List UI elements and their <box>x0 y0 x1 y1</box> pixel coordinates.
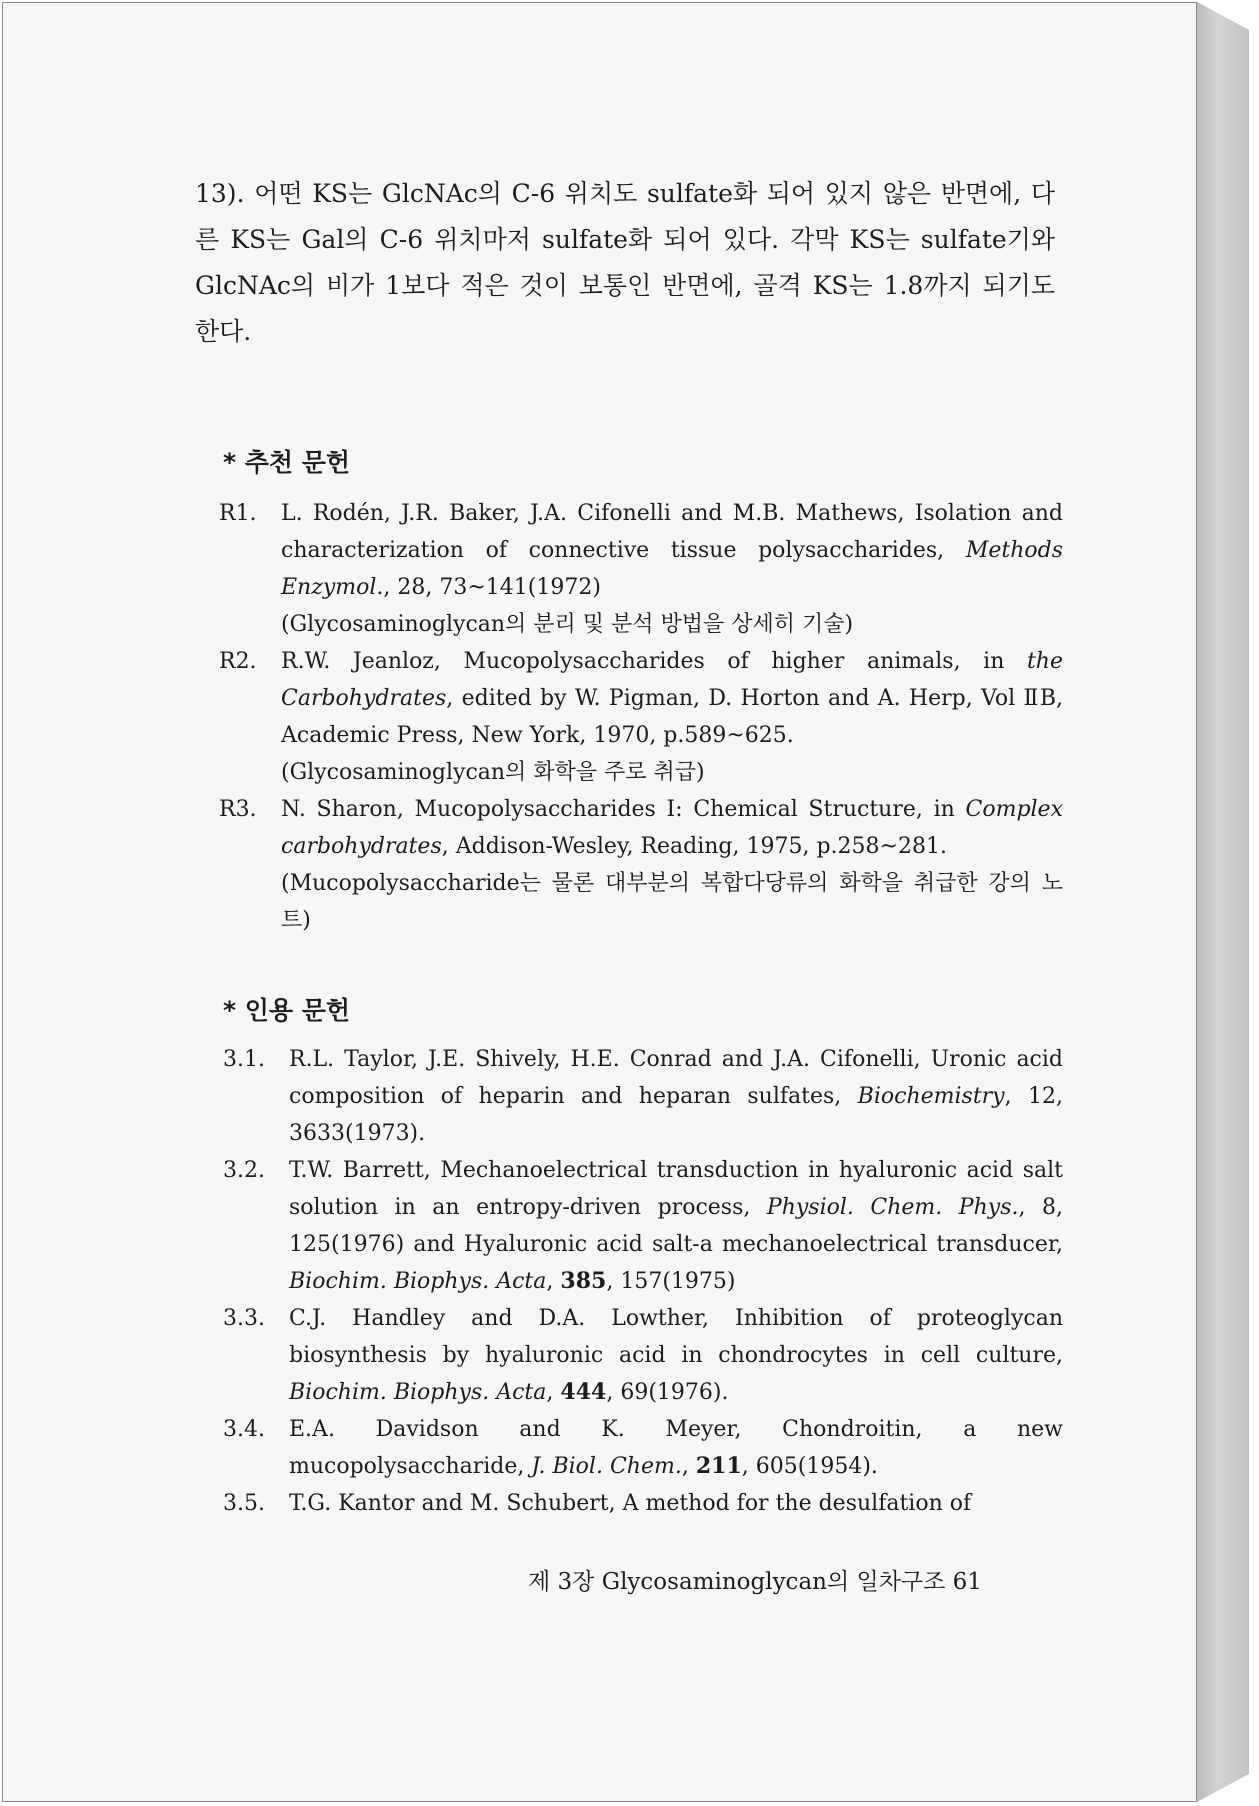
citation-text: T.G. Kantor and M. Schubert, A method for the desulfation of <box>289 1491 972 1516</box>
citation-number: 3.1. <box>223 1047 265 1072</box>
citation-number: 3.5. <box>223 1491 265 1516</box>
citation-item: 3.2. T.W. Barrett, Mechanoelectrical transduction in hyaluronic acid salt solution in an entropy-driven process, Physiol. Chem. Phys., 8, 125(1976) and Hyaluronic acid salt-a mechanoelectrical transducer, Biochim. Biophys. Acta, 385, 157(1975) <box>223 1152 1063 1300</box>
citation-details: , 69(1976). <box>606 1380 729 1405</box>
citation-item <box>223 1041 1063 1152</box>
reference-number: R2. <box>219 649 257 674</box>
volume-number: 444 <box>560 1379 607 1405</box>
citation-text: T.W. Barrett, Mechanoelectrical transduction in hyaluronic acid salt solution in an entropy-driven process, <box>289 1158 1063 1220</box>
journal-title: Biochemistry <box>857 1084 1005 1109</box>
reference-item <box>219 791 1063 939</box>
citation-text: R.L. Taylor, J.E. Shively, H.E. Conrad and J.A. Cifonelli, Uronic acid composition of heparin and heparan sulfates, <box>289 1047 1063 1109</box>
reference-text: N. Sharon, Mucopolysaccharides I: Chemical Structure, in <box>281 797 955 822</box>
citation-item <box>223 1485 1063 1522</box>
book-title: Complex carbohydrates <box>281 797 1063 859</box>
page-footer: 제 3장 Glycosaminoglycan의 일차구조 61 <box>528 1569 982 1595</box>
citation-details: , 157(1975) <box>606 1269 736 1294</box>
journal-title: Biochim. Biophys. Acta <box>289 1269 547 1294</box>
recommended-list <box>219 495 1063 939</box>
citation-number: 3.3. <box>223 1306 265 1331</box>
reference-number: R1. <box>219 501 257 526</box>
reference-details: , 28, 73~141(1972) <box>383 575 601 600</box>
reference-note: (Glycosaminoglycan의 화학을 주로 취급) <box>281 760 705 785</box>
citation-text: E.A. Davidson and K. Meyer, Chondroitin, a new mucopolysaccharide, <box>289 1417 1063 1479</box>
journal-title: Biochim. Biophys. Acta <box>289 1380 547 1405</box>
page-stack-edge <box>1197 2 1249 1802</box>
reference-item <box>219 643 1063 791</box>
reference-note: (Glycosaminoglycan의 분리 및 분석 방법을 상세히 기술) <box>281 612 854 637</box>
book-page <box>2 2 1197 1802</box>
recommended-heading: * 추천 문헌 <box>223 448 351 477</box>
reference-details: , edited by W. Pigman, D. Horton and A. Herp, Vol ⅡB, Academic Press, New York, 1970, p.589~625. <box>281 686 1063 748</box>
intro-paragraph: 13). 어떤 KS는 GlcNAc의 C-6 위치도 sulfate화 되어 있지 않은 반면에, 다른 KS는 Gal의 C-6 위치마저 sulfate화 되어 있다. 각막 KS는 sulfate기와 GlcNAc의 비가 1보다 적은 것이 보통인 반면에, 골격 KS는 1.8까지 되기도 한다. <box>195 179 1055 346</box>
citation-number: 3.4. <box>223 1417 265 1442</box>
citation-details: , 12, 3633(1973). <box>289 1084 1063 1146</box>
reference-details: , Addison-Wesley, Reading, 1975, p.258~281. <box>441 834 947 859</box>
citation-details: , 8, 125(1976) and Hyaluronic acid salt-a mechanoelectrical transducer, <box>289 1195 1064 1257</box>
journal-title: J. Biol. Chem. <box>531 1454 682 1479</box>
citation-details: , 605(1954). <box>741 1454 878 1479</box>
reference-text: R.W. Jeanloz, Mucopolysaccharides of higher animals, in <box>281 649 1005 674</box>
reference-number: R3. <box>219 797 257 822</box>
cited-heading: * 인용 문헌 <box>223 996 351 1025</box>
reference-item <box>219 495 1063 643</box>
book-title: the Carbohydrates <box>281 649 1063 711</box>
citation-number: 3.2. <box>223 1158 265 1183</box>
citation-item: 3.3. C.J. Handley and D.A. Lowther, Inhibition of proteoglycan biosynthesis by hyaluronic acid in chondrocytes in cell culture, Biochim. Biophys. Acta, 444, 69(1976). <box>223 1300 1063 1411</box>
reference-note: (Mucopolysaccharide는 물론 대부분의 복합다당류의 화학을 취급한 강의 노트) <box>281 871 1063 933</box>
journal-title: Physiol. Chem. Phys. <box>766 1195 1019 1220</box>
citation-text: C.J. Handley and D.A. Lowther, Inhibition of proteoglycan biosynthesis by hyaluronic acid in chondrocytes in cell culture, <box>289 1306 1063 1368</box>
volume-number: 385 <box>560 1268 607 1294</box>
citation-item: 3.4. E.A. Davidson and K. Meyer, Chondroitin, a new mucopolysaccharide, J. Biol. Chem., 211, 605(1954). <box>223 1411 1063 1485</box>
cited-list <box>223 1041 1063 1522</box>
reference-text: L. Rodén, J.R. Baker, J.A. Cifonelli and M.B. Mathews, Isolation and characterization of connective tissue polysaccharides, <box>281 501 1063 563</box>
journal-title: Methods Enzymol. <box>281 538 1063 600</box>
volume-number: 211 <box>695 1453 742 1479</box>
